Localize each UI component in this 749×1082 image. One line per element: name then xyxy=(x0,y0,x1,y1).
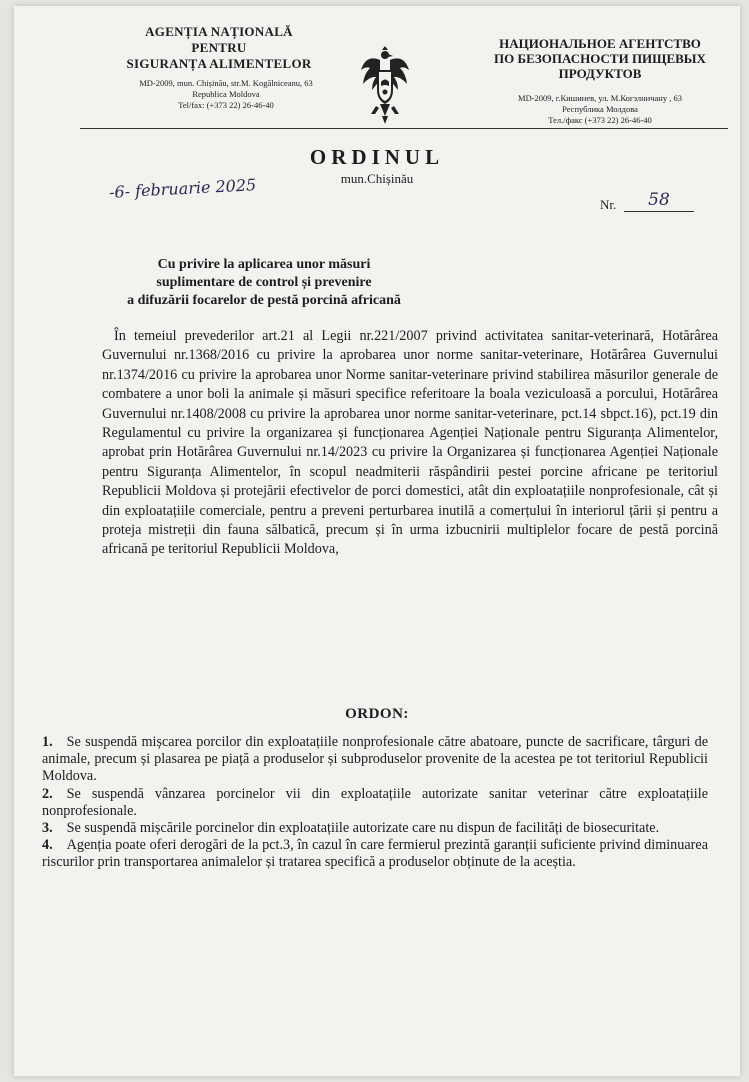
phone-ru: Тел./факс (+373 22) 26-46-40 xyxy=(548,115,652,125)
order-number-value: 58 xyxy=(624,189,694,212)
agency-name-ro-line1: AGENȚIA NAȚIONALĂ xyxy=(145,24,293,39)
phone-ro: Tel/fax: (+373 22) 26-46-40 xyxy=(178,100,274,110)
document-page xyxy=(14,6,740,1076)
agency-name-ru-line1: НАЦИОНАЛЬНОЕ АГЕНТСТВО xyxy=(499,36,701,51)
coat-of-arms-moldova-icon xyxy=(360,46,410,124)
address-ro-country: Republica Moldova xyxy=(192,89,260,99)
address-ro xyxy=(74,78,364,111)
address-ru xyxy=(469,93,731,126)
order-item-text: Se suspendă mișcarea porcilor din exploatațiile nonprofesionale către abatoare, puncte de sacrificare, târguri de animale, precum și plasarea pe piață a produselor și subproduselor provenite de la acestea pe tot teritoriul Republicii Moldova. xyxy=(42,734,708,785)
order-subject xyxy=(104,256,424,310)
order-item-number: 1. xyxy=(42,734,53,750)
order-item-text: Se suspendă vânzarea porcinelor vii din exploatațiile autorizate sanitar veterinar către exploatațiile nonprofesionale. xyxy=(42,785,708,819)
agency-name-ru-line3: ПРОДУКТОВ xyxy=(558,66,642,81)
header-russian xyxy=(469,36,731,126)
handwritten-date: -6- februarie 2025 xyxy=(108,175,257,202)
order-item xyxy=(42,820,708,837)
document-title: ORDINUL xyxy=(309,145,445,169)
preamble-paragraph: În temeiul prevederilor art.21 al Legii nr.221/2007 privind activitatea sanitar-veterinară, Hotărârea Guvernului nr.1368/2016 cu privire la aprobarea unor norme sanitar-veterinare, Hotărârea Guvernului nr.1374/2016 cu privire la aprobarea unor Norme sanitar-veterinare privind stabilirea măsurilor generale de combatere a unor boli la animale și măsuri specifice referitoare la boala veziculoasă a porcului, Hotărârea Guvernului nr.1408/2008 cu privire la aprobarea unor norme sanitar-veterinare, pct.14 sbpct.16), pct.19 din Regulamentul cu privire la organizarea și funcționarea Agenției Naționale pentru Siguranța Alimentelor, aprobat prin Hotărârea Guvernului nr.14/2023 cu privire la Organizarea și funcționarea Agenției Naționale pentru Siguranța Alimentelor, în scopul neadmiterii răspândirii pestei porcine africane pe teritoriul Republicii Moldova și protejării efectivelor de porci domestici, atât din exploatațiile nonprofesionale, cât și din exploatațiile comerciale, pentru a preveni perturbarea inutilă a comerțului în interiorul țării și pentru a proteja mistreții din fauna sălbatică, precum și în urma izbucnirii multiplelor focare de pestă porcină africană pe teritoriul Republicii Moldova, xyxy=(102,328,718,558)
agency-name-ru-line2: ПО БЕЗОПАСНОСТИ ПИЩЕВЫХ xyxy=(494,51,706,66)
address-ro-street: MD-2009, mun. Chișinău, str.M. Kogălniceanu, 63 xyxy=(139,78,313,88)
header-romanian xyxy=(74,24,364,111)
agency-name-ro-line3: SIGURANȚA ALIMENTELOR xyxy=(126,56,312,71)
order-item-text: Agenția poate oferi derogări de la pct.3, în cazul în care fermierul prezintă garanții suficiente privind diminuarea riscurilor prin transportarea animalelor și tratarea specifică a produselor obținute de la aceștia. xyxy=(42,837,708,871)
order-item-number: 3. xyxy=(42,820,53,837)
subject-line-2: suplimentare de control și prevenire xyxy=(156,275,372,290)
order-item xyxy=(42,734,708,786)
order-item-text: Se suspendă mișcările porcinelor din exploatațiile autorizate care nu dispun de facilități de biosecuritate. xyxy=(66,820,660,837)
order-items-list xyxy=(42,734,708,872)
subject-line-3: a difuzării focarelor de pestă porcină africană xyxy=(127,293,401,308)
agency-name-ro-line2: PENTRU xyxy=(191,40,247,55)
address-ru-street: MD-2009, г.Кишинев, ул. М.Когэлничану , 63 xyxy=(518,93,682,103)
address-ru-country: Республика Молдова xyxy=(562,104,638,114)
order-item xyxy=(42,786,708,820)
order-item-number: 2. xyxy=(42,785,53,802)
document-city: mun.Chișinău xyxy=(340,171,414,186)
order-number-label: Nr. xyxy=(600,197,617,212)
order-item-number: 4. xyxy=(42,837,53,854)
subject-line-1: Cu privire la aplicarea unor măsuri xyxy=(157,257,371,272)
ordon-heading: ORDON: xyxy=(345,706,409,722)
order-item xyxy=(42,837,708,871)
header-divider xyxy=(80,128,728,129)
